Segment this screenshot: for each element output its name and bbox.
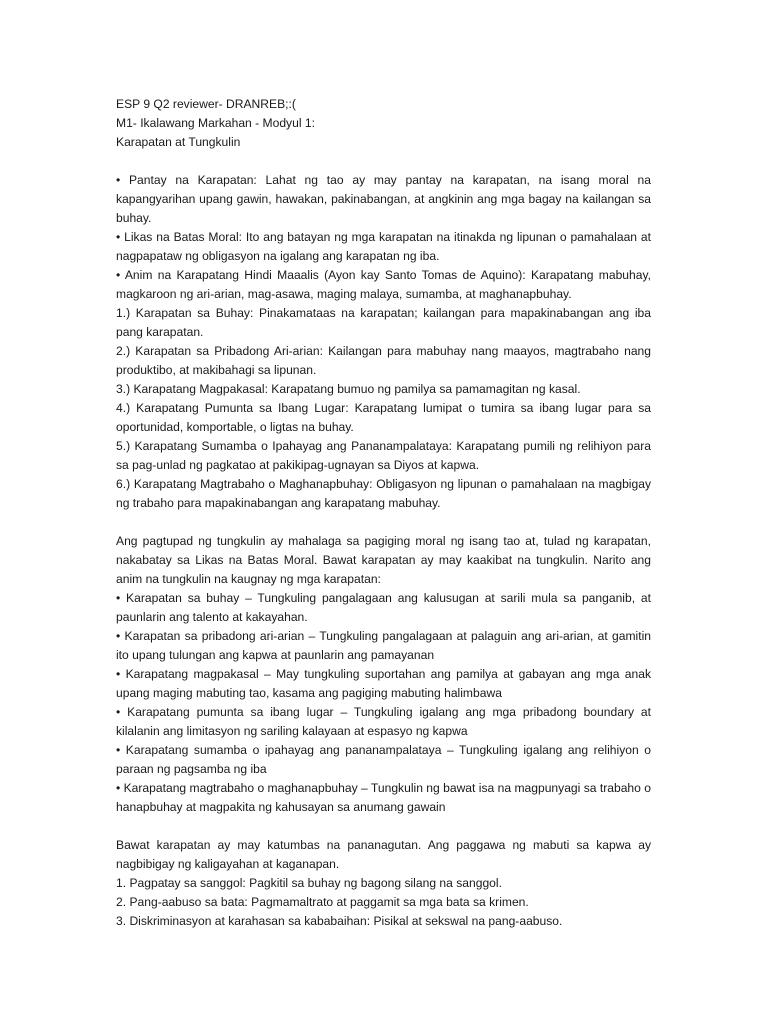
- bullet-item: • Karapatang sumamba o ipahayag ang pananampalataya – Tungkuling igalang ang relihiyon o paraan ng pagsamba ng iba: [116, 743, 651, 776]
- topic-title: Karapatan at Tungkulin: [116, 135, 241, 149]
- numbered-item: 2. Pang-aabuso sa bata: Pagmamaltrato at paggamit sa mga bata sa krimen.: [116, 895, 529, 909]
- bullet-item: • Pantay na Karapatan: Lahat ng tao ay may pantay na karapatan, na isang moral na kapangyarihan upang gawin, hawakan, pakinabangan, at angkinin ang mga bagay na kailangan sa buhay.: [116, 173, 651, 225]
- bullet-item: • Karapatan sa buhay – Tungkuling pangalagaan ang kalusugan at sarili mula sa panganib, at paunlarin ang talento at kakayahan.: [116, 591, 651, 624]
- bullet-item: • Karapatang magpakasal – May tungkuling suportahan ang pamilya at gabayan ang mga anak upang maging mabuting tao, kasama ang pagiging mabuting halimbawa: [116, 667, 651, 700]
- spacer: [116, 152, 651, 171]
- numbered-item: 3.) Karapatang Magpakasal: Karapatang bumuo ng pamilya sa pamamagitan ng kasal.: [116, 382, 581, 396]
- numbered-item: 1. Pagpatay sa sanggol: Pagkitil sa buhay ng bagong silang na sanggol.: [116, 876, 502, 890]
- numbered-item: 3. Diskriminasyon at karahasan sa kababaihan: Pisikal at sekswal na pang-aabuso.: [116, 914, 563, 928]
- numbered-item: 2.) Karapatan sa Pribadong Ari-arian: Kailangan para mabuhay nang maayos, magtrabaho nang produktibo, at makibahagi sa lipunan.: [116, 344, 651, 377]
- bullet-item: • Karapatang pumunta sa ibang lugar – Tungkuling igalang ang mga pribadong boundary at kilalanin ang limitasyon ng sariling kalayaan at espasyo ng kapwa: [116, 705, 651, 738]
- numbered-item: 4.) Karapatang Pumunta sa Ibang Lugar: Karapatang lumipat o tumira sa ibang lugar para sa oportunidad, komportable, o ligtas na buhay.: [116, 401, 651, 434]
- numbered-item: 6.) Karapatang Magtrabaho o Maghanapbuhay: Obligasyon ng lipunan o pamahalaan na magbigay ng trabaho para mapakinabangan ang karapatang mabuhay.: [116, 477, 651, 510]
- paragraph: Bawat karapatan ay may katumbas na pananagutan. Ang paggawa ng mabuti sa kapwa ay nagbibigay ng kaligayahan at kaganapan.: [116, 838, 651, 871]
- numbered-item: 5.) Karapatang Sumamba o Ipahayag ang Pananampalataya: Karapatang pumili ng relihiyon para sa pag-unlad ng pagkatao at pakikipag-ugnayan sa Diyos at kapwa.: [116, 439, 651, 472]
- paragraph: Ang pagtupad ng tungkulin ay mahalaga sa pagiging moral ng isang tao at, tulad ng karapatan, nakabatay sa Likas na Batas Moral. Bawat karapatan ay may kaakibat na tungkulin. Narito ang anim na tungkulin na kaugnay ng mga karapatan:: [116, 534, 651, 586]
- doc-title: ESP 9 Q2 reviewer- DRANREB;:(: [116, 97, 296, 111]
- numbered-item: 1.) Karapatan sa Buhay: Pinakamataas na karapatan; kailangan para mapakinabangan ang iba pang karapatan.: [116, 306, 651, 339]
- bullet-item: • Anim na Karapatang Hindi Maaalis (Ayon kay Santo Tomas de Aquino): Karapatang mabuhay, magkaroon ng ari-arian, mag-asawa, maging malaya, sumamba, at maghanapbuhay.: [116, 268, 651, 301]
- spacer: [116, 817, 651, 836]
- document-page: [116, 95, 651, 931]
- spacer: [116, 513, 651, 532]
- bullet-item: • Likas na Batas Moral: Ito ang batayan ng mga karapatan na itinakda ng lipunan o pamahalaan at nagpapataw ng obligasyon na igalang ang karapatan ng iba.: [116, 230, 651, 263]
- bullet-item: • Karapatan sa pribadong ari-arian – Tungkuling pangalagaan at palaguin ang ari-arian, at gamitin ito upang tulungan ang kapwa at paunlarin ang pamayanan: [116, 629, 651, 662]
- module-title: M1- Ikalawang Markahan - Modyul 1:: [116, 116, 315, 130]
- bullet-item: • Karapatang magtrabaho o maghanapbuhay – Tungkulin ng bawat isa na magpunyagi sa trabaho o hanapbuhay at magpakita ng kahusayan sa anumang gawain: [116, 781, 651, 814]
